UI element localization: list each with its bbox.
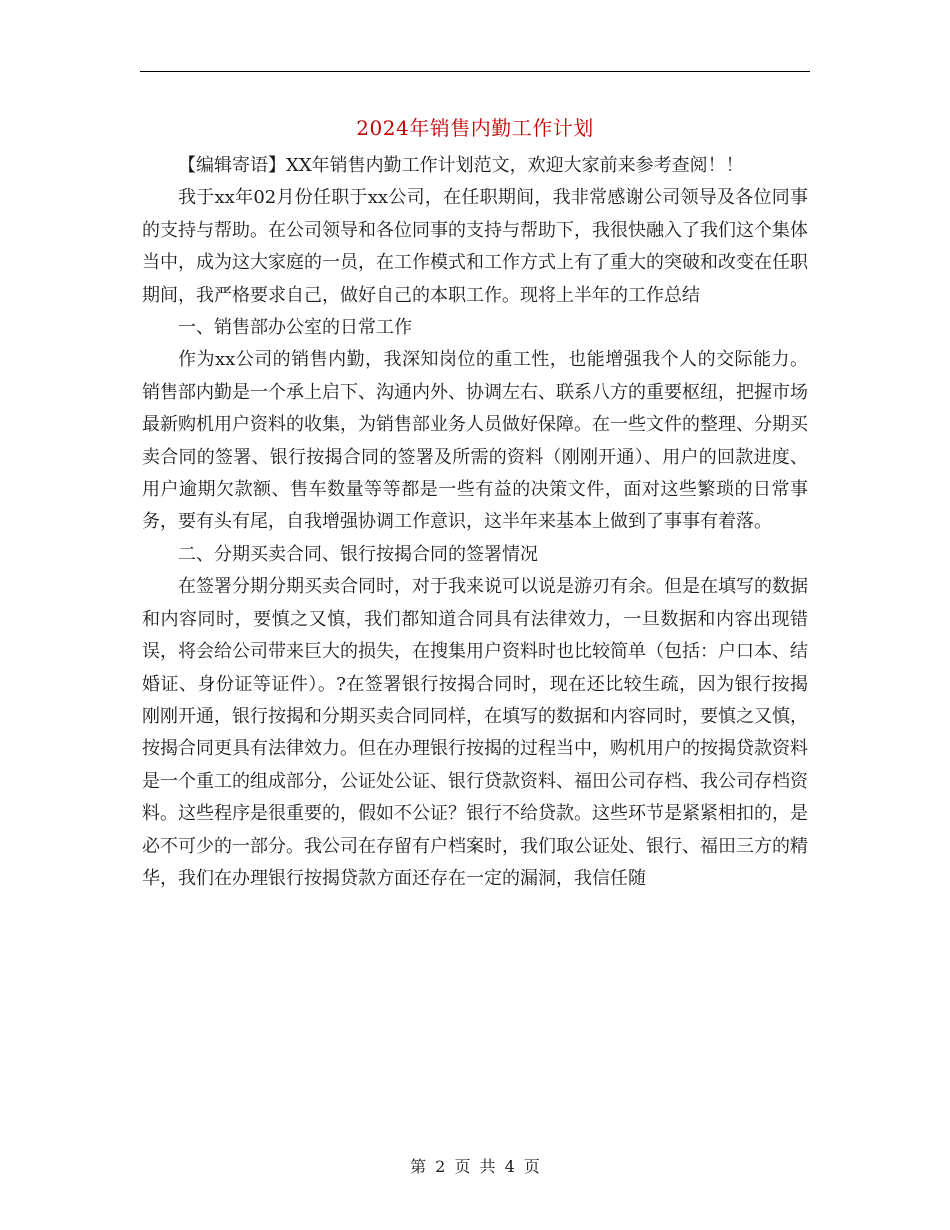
document-body: [142, 150, 808, 895]
document-title: 2024年销售内勤工作计划: [356, 116, 594, 140]
page-footer: 第 2 页 共 4 页: [410, 1157, 540, 1176]
header-rule: [140, 71, 810, 72]
section-heading-2: 二、分期买卖合同、银行按揭合同的签署情况: [178, 543, 538, 565]
section-2-paragraph: 在签署分期分期买卖合同时，对于我来说可以说是游刃有余。但是在填写的数据和内容同时，要慎之又慎，我们都知道合同具有法律效力，一旦数据和内容出现错误，将会给公司带来巨大的损失，在搜集用户资料时也比较简单（包括：户口本、结婚证、身份证等证件）。?在签署银行按揭合同时，现在还比较生疏，因为银行按揭刚刚开通，银行按揭和分期买卖合同同样，在填写的数据和内容同时，要慎之又慎，按揭合同更具有法律效力。但在办理银行按揭的过程当中，购机用户的按揭贷款资料是一个重工的组成部分，公证处公证、银行贷款资料、福田公司存档、我公司存档资料。这些程序是很重要的，假如不公证？银行不给贷款。这些环节是紧紧相扣的，是必不可少的一部分。我公司在存留有户档案时，我们取公证处、银行、福田三方的精华，我们在办理银行按揭贷款方面还存在一定的漏洞，我信任随: [142, 576, 808, 889]
section-heading-1: 一、销售部办公室的日常工作: [178, 317, 412, 339]
editor-note-paragraph: 【编辑寄语】XX年销售内勤工作计划范文，欢迎大家前来参考查阅！！: [178, 155, 744, 176]
intro-paragraph: 我于xx年02月份任职于xx公司，在任职期间，我非常感谢公司领导及各位同事的支持与帮助。在公司领导和各位同事的支持与帮助下，我很快融入了我们这个集体当中，成为这大家庭的一员，在工作模式和工作方式上有了重大的突破和改变在任职期间，我严格要求自己，做好自己的本职工作。现将上半年的工作总结: [142, 187, 808, 306]
section-1-paragraph: 作为xx公司的销售内勤，我深知岗位的重工性，也能增强我个人的交际能力。销售部内勤是一个承上启下、沟通内外、协调左右、联系八方的重要枢纽，把握市场最新购机用户资料的收集，为销售部业务人员做好保障。在一些文件的整理、分期买卖合同的签署、银行按揭合同的签署及所需的资料（刚刚开通）、用户的回款进度、用户逾期欠款额、售车数量等等都是一些有益的决策文件，面对这些繁琐的日常事务，要有头有尾，自我增强协调工作意识，这半年来基本上做到了事事有着落。: [142, 349, 808, 533]
